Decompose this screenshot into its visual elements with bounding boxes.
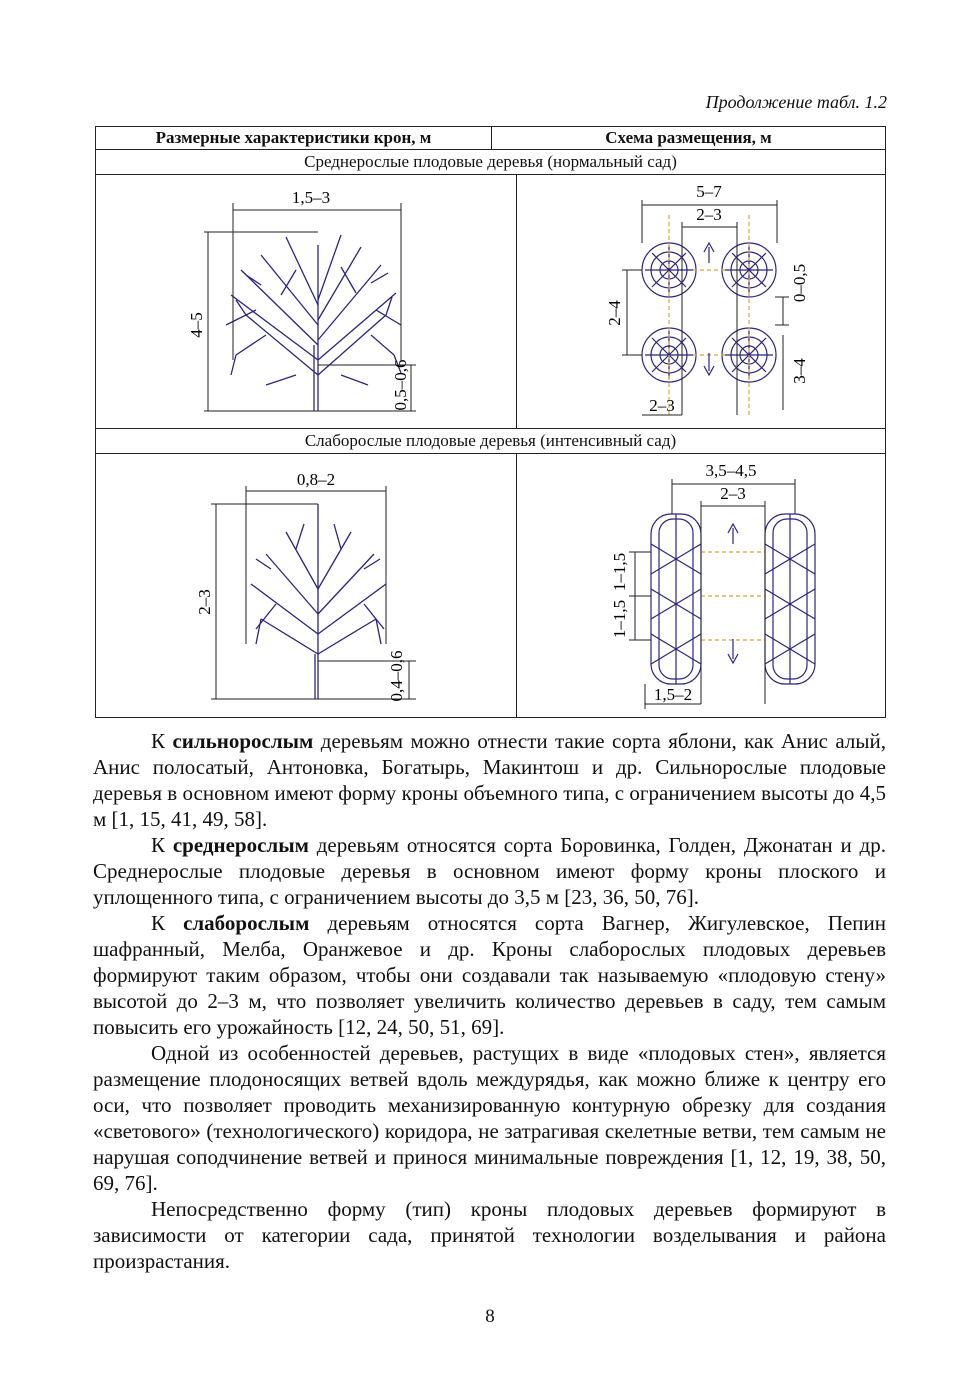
paragraph-5: Непосредственно форму (тип) кроны плодовых деревьев формируют в зависимости от категории сада, принятой технологии возделывания и района произрастания.	[93, 1197, 886, 1273]
column-header-scheme: Схема размещения, м	[605, 128, 772, 147]
row-width-label: 5–7	[696, 182, 722, 201]
scheme-diagram-medium	[517, 175, 885, 428]
bottom-label: 2–3	[649, 396, 675, 415]
tree-drawing-low	[251, 504, 386, 699]
crown-height-label: 4–5	[187, 312, 206, 338]
crown-height-label: 2–3	[195, 589, 214, 615]
spacing-top-label: 1–1,5	[610, 552, 629, 592]
header-divider	[491, 127, 492, 149]
trunk-height-label: 0,5–0,6	[391, 359, 410, 411]
section-title-low: Слаборослые плодовые деревья (интенсивный сад)	[304, 431, 677, 450]
section-title-medium: Среднерослые плодовые деревья (нормальный сад)	[304, 152, 677, 171]
column-header-crown: Размерные характеристики крон, м	[155, 128, 432, 147]
aisle-label: 2–3	[720, 484, 746, 503]
paragraph-3: К слаборослым деревьям относятся сорта Вагнер, Жигулевское, Пепин шафранный, Мелба, Оранжевое и др. Кроны слаборослых плодовых деревьев формируют таким образом, чтобы они создавали так называемую «плодовую стену» высотой до 2–3 м, что позволяет увеличить количество деревьев в саду, тем самым повысить его урожайность [12, 24, 50, 51, 69].	[93, 911, 886, 1039]
aisle-label: 2–3	[696, 205, 722, 224]
table-caption: Продолжение табл. 1.2	[705, 92, 887, 112]
page-number: 8	[485, 1306, 495, 1327]
gap-label: 0–0,5	[790, 263, 809, 303]
paragraph-2: К среднерослым деревьям относятся сорта Боровинка, Голден, Джонатан и др. Среднерослые плодовые деревья в основном имеют форму кроны плоского и уплощенного типа, с ограничением высоты до 3,5 м [23, 36, 50, 76].	[93, 833, 886, 909]
row-width-label: 3,5–4,5	[705, 461, 757, 480]
direction-arrows	[704, 243, 714, 375]
tree-size-label: 3–4	[790, 358, 809, 384]
crown-diagram-low	[96, 454, 516, 717]
paragraph-4: Одной из особенностей деревьев, растущих в виде «плодовых стен», является размещение плодоносящих ветвей вдоль междурядья, как можно ближе к центру его оси, что позволяет проводить механизированную контурную обрезку для создания «светового» (технологического) коридора, не затрагивая скелетные ветви, тем самым не нарушая соподчинение ветвей и принося минимальные повреждения [1, 12, 19, 38, 50, 69, 76].	[93, 1041, 886, 1195]
direction-arrows	[728, 524, 738, 663]
data-table	[95, 126, 886, 718]
body-text	[93, 728, 886, 1274]
paragraph-1: К сильнорослым деревьям можно отнести такие сорта яблони, как Анис алый, Анис полосатый, Антоновка, Богатырь, Макинтош и др. Сильнорослые плодовые деревья в основном имеют форму кроны объемного типа, с ограничением высоты до 4,5 м [1, 15, 41, 49, 58].	[93, 729, 886, 831]
spacing-bottom-label: 1–1,5	[610, 599, 629, 639]
crown-diagram-medium	[96, 175, 516, 428]
crown-width-label: 0,8–2	[296, 470, 336, 489]
crown-width-label: 1,5–3	[291, 188, 331, 207]
tree-drawing-medium	[226, 235, 401, 411]
bottom-label: 1,5–2	[653, 685, 693, 704]
scheme-diagram-low	[517, 454, 885, 717]
spacing-label: 2–4	[605, 300, 624, 326]
trunk-height-label: 0,4–0,6	[387, 650, 406, 702]
